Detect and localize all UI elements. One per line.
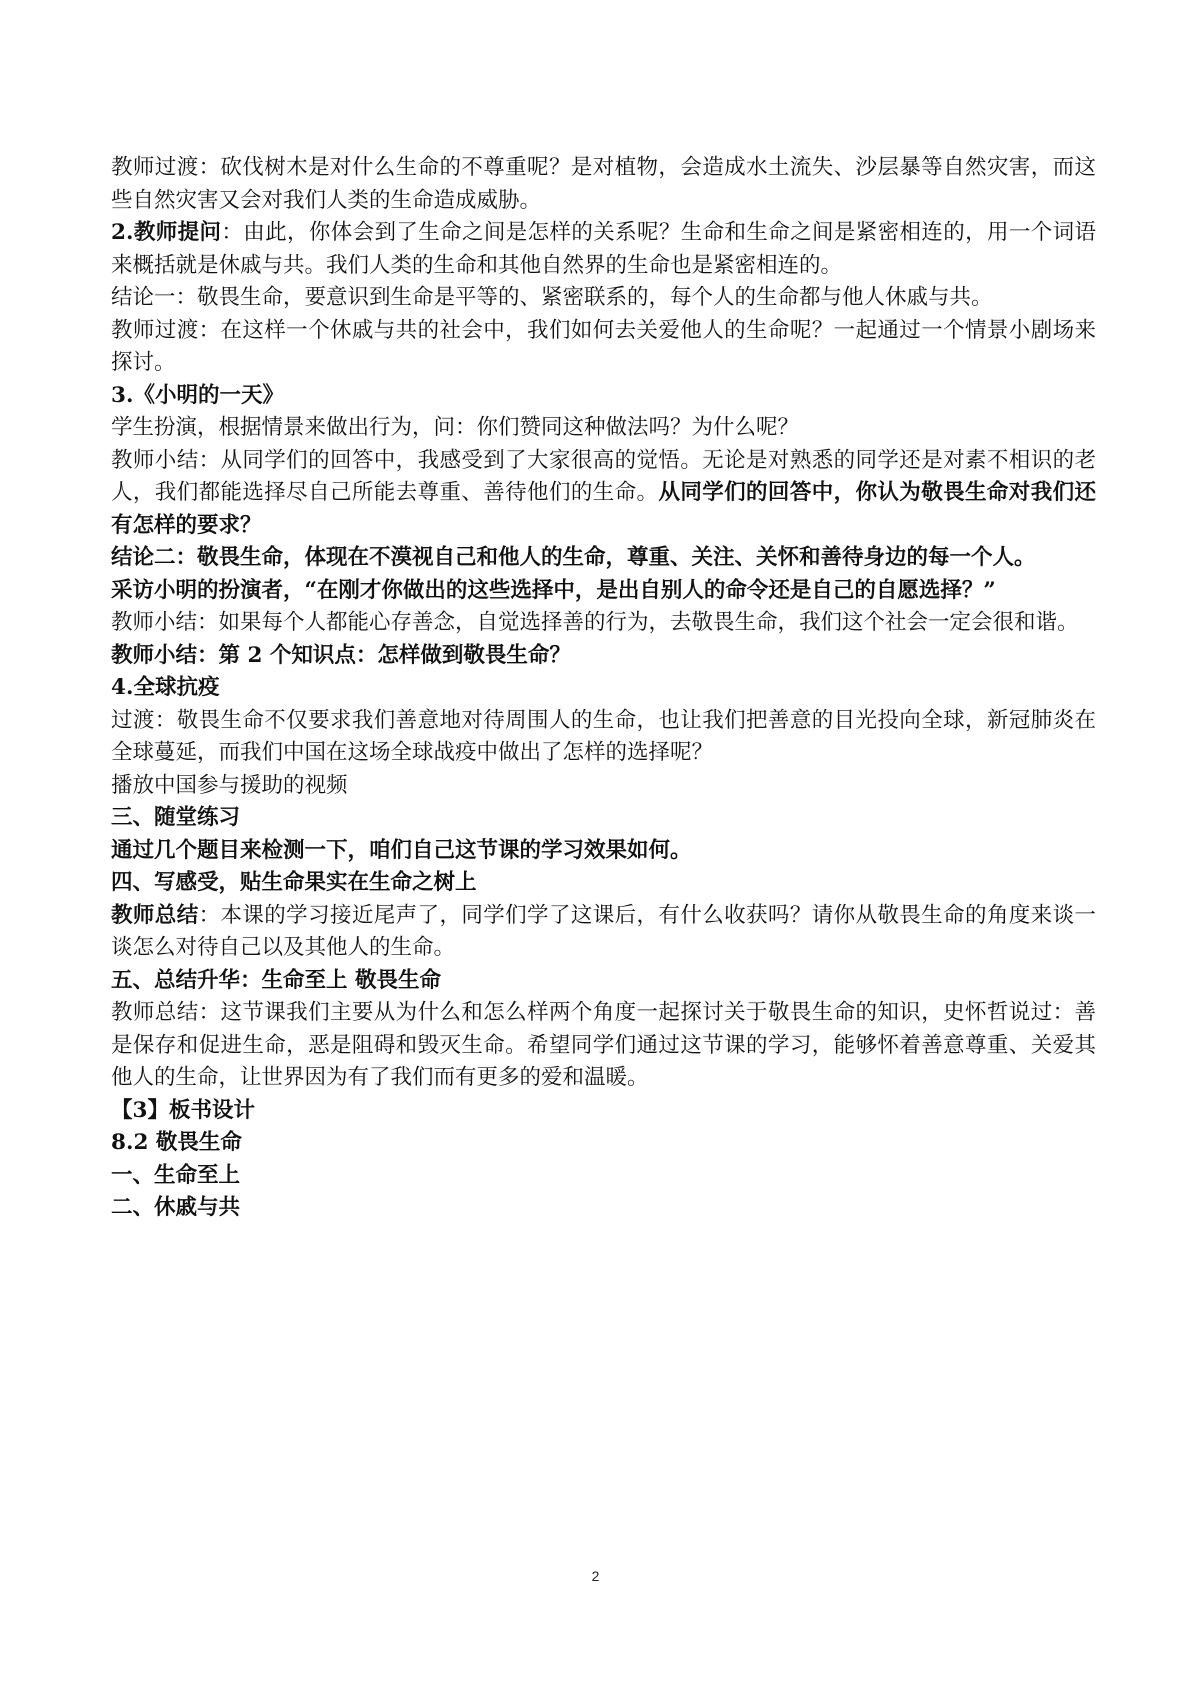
paragraph xyxy=(111,1095,1096,1128)
paragraph xyxy=(111,445,1096,543)
paragraph xyxy=(111,640,1096,673)
paragraph xyxy=(111,770,1096,803)
bold-text: 教师小结：第 2 个知识点：怎样做到敬畏生命？ xyxy=(111,642,571,668)
body-text: 教师过渡：砍伐树木是对什么生命的不尊重呢？是对植物，会造成水土流失、沙层暴等自然灾害，而这些自然灾害又会对我们人类的生命造成威胁。 xyxy=(111,155,1096,213)
paragraph xyxy=(111,1127,1096,1160)
paragraph xyxy=(111,1160,1096,1193)
bold-text: 4.全球抗疫 xyxy=(111,675,220,700)
bold-text: 教师总结 xyxy=(111,902,199,928)
body-text: 过渡：敬畏生命不仅要求我们善意地对待周围人的生命，也让我们把善意的目光投向全球，新冠肺炎在全球蔓延，而我们中国在这场全球战疫中做出了怎样的选择呢？ xyxy=(111,707,1096,765)
bold-text: 四、写感受，贴生命果实在生命之树上 xyxy=(111,870,477,895)
document-body xyxy=(111,152,1096,1225)
paragraph xyxy=(111,217,1096,282)
body-text: 结论一：敬畏生命，要意识到生命是平等的、紧密联系的，每个人的生命都与他人休戚与共。 xyxy=(111,285,993,310)
page-number: 2 xyxy=(591,1568,600,1584)
paragraph xyxy=(111,542,1096,575)
body-text: 教师过渡：在这样一个休戚与共的社会中，我们如何去关爱他人的生命呢？一起通过一个情景小剧场来探讨。 xyxy=(111,317,1096,375)
paragraph xyxy=(111,607,1096,640)
paragraph xyxy=(111,412,1096,445)
bold-text: 【3】板书设计 xyxy=(111,1097,255,1123)
paragraph xyxy=(111,965,1096,998)
paragraph xyxy=(111,802,1096,835)
bold-text: 采访小明的扮演者，“在刚才你做出的这些选择中，是出自别人的命令还是自己的自愿选择？” xyxy=(111,577,996,603)
paragraph xyxy=(111,315,1096,380)
body-text: 学生扮演，根据情景来做出行为，问：你们赞同这种做法吗？为什么呢？ xyxy=(111,415,800,440)
paragraph xyxy=(111,867,1096,900)
bold-text: 通过几个题目来检测一下，咱们自己这节课的学习效果如何。 xyxy=(111,837,692,863)
paragraph xyxy=(111,1192,1096,1225)
bold-text: 2.教师提问 xyxy=(111,220,222,245)
paragraph xyxy=(111,672,1096,705)
paragraph xyxy=(111,835,1096,868)
body-text: ：本课的学习接近尾声了，同学们学了这课后，有什么收获吗？请你从敬畏生命的角度来谈一谈怎么对待自己以及其他人的生命。 xyxy=(111,902,1096,960)
bold-text: 一、生命至上 xyxy=(111,1162,241,1188)
body-text: 教师小结：如果每个人都能心存善念，自觉选择善的行为，去敬畏生命，我们这个社会一定会很和谐。 xyxy=(111,610,1079,635)
paragraph xyxy=(111,282,1096,315)
bold-text: 二、休戚与共 xyxy=(111,1195,241,1220)
body-text: 播放中国参与援助的视频 xyxy=(111,772,348,798)
paragraph xyxy=(111,997,1096,1095)
bold-text: 三、随堂练习 xyxy=(111,805,241,830)
bold-text: 3.《小明的一天》 xyxy=(111,382,284,408)
paragraph xyxy=(111,152,1096,217)
body-text: 教师小结：从同学们的回答中，我感受到了大家很高的觉悟。无论是对熟悉的同学还是对素不相识的老人，我们都能选择尽自己所能去尊重、善待他们的生命。 xyxy=(111,447,1096,505)
paragraph xyxy=(111,900,1096,965)
paragraph xyxy=(111,575,1096,608)
bold-text: 8.2 敬畏生命 xyxy=(111,1130,242,1155)
paragraph xyxy=(111,380,1096,413)
bold-text: 五、总结升华：生命至上 敬畏生命 xyxy=(111,967,441,993)
body-text: ：由此，你体会到了生命之间是怎样的关系呢？生命和生命之间是紧密相连的，用一个词语来概括就是休戚与共。我们人类的生命和其他自然界的生命也是紧密相连的。 xyxy=(111,220,1096,278)
body-text: 教师总结：这节课我们主要从为什么和怎么样两个角度一起探讨关于敬畏生命的知识，史怀哲说过：善是保存和促进生命，恶是阻碍和毁灭生命。希望同学们通过这节课的学习，能够怀着善意尊重、关爱其他人的生命，让世界因为有了我们而有更多的爱和温暖。 xyxy=(111,1000,1096,1090)
bold-text: 结论二：敬畏生命，体现在不漠视自己和他人的生命，尊重、关注、关怀和善待身边的每一个人。 xyxy=(111,545,1036,570)
paragraph xyxy=(111,705,1096,770)
bold-text: 从同学们的回答中，你认为敬畏生命对我们还有怎样的要求？ xyxy=(111,480,1096,538)
